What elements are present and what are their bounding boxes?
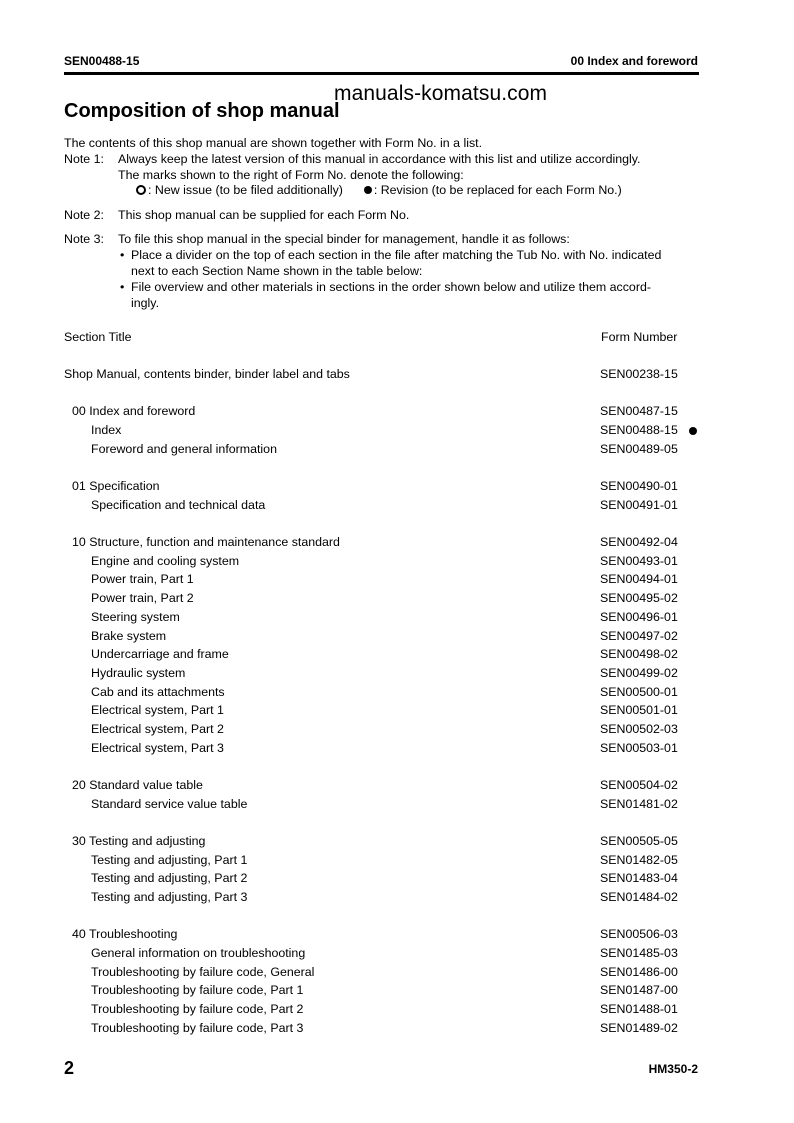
section-title: 00 Index and foreword: [72, 404, 196, 418]
form-number: SEN00494-01: [600, 572, 678, 586]
table-row: [0, 402, 794, 421]
table-row: [0, 739, 794, 758]
section-title: 40 Troubleshooting: [72, 927, 178, 941]
form-number: SEN00488-15: [600, 423, 678, 437]
marks-legend: [136, 181, 622, 200]
form-number: SEN00493-01: [600, 554, 678, 568]
open-circle-icon: [136, 185, 146, 195]
bullet-2-line2: ingly.: [131, 296, 160, 310]
section-title: Hydraulic system: [91, 666, 186, 680]
section-title: Specification and technical data: [91, 498, 266, 512]
header-rule: [64, 72, 699, 75]
bullet-1-line1: Place a divider on the top of each section in the file after matching the Tub No. with No. indicated: [131, 248, 662, 262]
bullet-icon: •: [120, 280, 125, 294]
form-number: SEN00489-05: [600, 442, 678, 456]
section-title: Electrical system, Part 1: [91, 703, 224, 717]
note3-label: Note 3:: [64, 232, 104, 246]
section-title: Electrical system, Part 3: [91, 741, 224, 755]
table-row: [0, 421, 794, 440]
table-row: [0, 776, 794, 795]
form-number: SEN00490-01: [600, 479, 678, 493]
form-number: SEN00497-02: [600, 629, 678, 643]
table-row: [0, 664, 794, 683]
table-row: [0, 1000, 794, 1019]
section-title: Engine and cooling system: [91, 554, 240, 568]
form-number: SEN00506-03: [600, 927, 678, 941]
form-number: SEN00495-02: [600, 591, 678, 605]
section-title: Power train, Part 2: [91, 591, 194, 605]
table-row: [0, 365, 794, 384]
section-title: General information on troubleshooting: [91, 946, 306, 960]
table-row: [0, 608, 794, 627]
form-number: SEN01483-04: [600, 871, 678, 885]
form-number: SEN01489-02: [600, 1021, 678, 1035]
form-number: SEN01482-05: [600, 853, 678, 867]
table-row: [0, 645, 794, 664]
section-title: Undercarriage and frame: [91, 647, 229, 661]
form-number: SEN00499-02: [600, 666, 678, 680]
form-number: SEN00498-02: [600, 647, 678, 661]
section-title: 30 Testing and adjusting: [72, 834, 206, 848]
form-number: SEN00496-01: [600, 610, 678, 624]
form-number: SEN00505-05: [600, 834, 678, 848]
column-header-section-title: Section Title: [64, 330, 132, 344]
table-row: [0, 1019, 794, 1038]
table-row: [0, 627, 794, 646]
section-title: 10 Structure, function and maintenance standard: [72, 535, 340, 549]
section-title: Power train, Part 1: [91, 572, 194, 586]
section-title: Troubleshooting by failure code, Part 1: [91, 983, 304, 997]
table-row: [0, 683, 794, 702]
table-row: [0, 720, 794, 739]
form-number: SEN00500-01: [600, 685, 678, 699]
form-number: SEN00502-03: [600, 722, 678, 736]
mark-new-label: : New issue (to be filed additionally): [148, 183, 343, 197]
section-title: Index: [91, 423, 122, 437]
note1-label: Note 1:: [64, 152, 104, 166]
mark-revision-label: : Revision (to be replaced for each Form No.): [373, 183, 622, 197]
bullet-2-line1: File overview and other materials in sections in the order shown below and utilize them accord-: [131, 280, 651, 294]
section-title: Shop Manual, contents binder, binder label and tabs: [64, 367, 350, 381]
section-title: Foreword and general information: [91, 442, 277, 456]
table-row: [0, 795, 794, 814]
section-title: Cab and its attachments: [91, 685, 225, 699]
form-number: SEN01484-02: [600, 890, 678, 904]
section-title: Steering system: [91, 610, 180, 624]
watermark: manuals-komatsu.com: [334, 82, 548, 105]
table-row: [0, 832, 794, 851]
form-number: SEN00501-01: [600, 703, 678, 717]
table-row: [0, 570, 794, 589]
filled-circle-icon: [364, 186, 372, 194]
note1-line2: The marks shown to the right of Form No. denote the following:: [118, 168, 464, 182]
page-number: 2: [64, 1058, 75, 1078]
intro-text: The contents of this shop manual are shown together with Form No. in a list.: [64, 136, 483, 150]
form-number: SEN00238-15: [600, 367, 678, 381]
section-title: 20 Standard value table: [72, 778, 203, 792]
form-number: SEN00487-15: [600, 404, 678, 418]
form-number: SEN01487-00: [600, 983, 678, 997]
form-number: SEN00504-02: [600, 778, 678, 792]
section-title: Electrical system, Part 2: [91, 722, 224, 736]
table-row: [0, 888, 794, 907]
form-number: SEN00491-01: [600, 498, 678, 512]
page-title: Composition of shop manual: [64, 100, 340, 122]
section-title: 01 Specification: [72, 479, 160, 493]
form-number: SEN01488-01: [600, 1002, 678, 1016]
note1-line1: Always keep the latest version of this manual in accordance with this list and utilize accordingly.: [118, 152, 641, 166]
section-title: Testing and adjusting, Part 2: [91, 871, 248, 885]
form-number: SEN01481-02: [600, 797, 678, 811]
header-doc-number: SEN00488-15: [64, 54, 140, 68]
table-row: [0, 869, 794, 888]
form-number: SEN00503-01: [600, 741, 678, 755]
note3-text: To file this shop manual in the special binder for management, handle it as follows:: [118, 232, 570, 246]
bullet-1-line2: next to each Section Name shown in the table below:: [131, 264, 423, 278]
section-title: Standard service value table: [91, 797, 248, 811]
form-number: SEN01485-03: [600, 946, 678, 960]
table-row: [0, 925, 794, 944]
section-title: Testing and adjusting, Part 3: [91, 890, 248, 904]
section-title: Troubleshooting by failure code, Part 2: [91, 1002, 304, 1016]
table-row: [0, 477, 794, 496]
table-row: [0, 701, 794, 720]
section-title: Troubleshooting by failure code, General: [91, 965, 315, 979]
revision-mark-icon: [689, 427, 697, 435]
column-header-form-number: Form Number: [601, 330, 678, 344]
header-section: 00 Index and foreword: [570, 54, 698, 68]
table-row: [0, 589, 794, 608]
note2-text: This shop manual can be supplied for each Form No.: [118, 208, 410, 222]
table-row: [0, 851, 794, 870]
table-row: [0, 533, 794, 552]
table-row: [0, 496, 794, 515]
form-number: SEN01486-00: [600, 965, 678, 979]
section-title: Testing and adjusting, Part 1: [91, 853, 248, 867]
bullet-icon: •: [120, 248, 125, 262]
table-row: [0, 440, 794, 459]
table-row: [0, 944, 794, 963]
table-row: [0, 981, 794, 1000]
table-row: [0, 552, 794, 571]
form-number: SEN00492-04: [600, 535, 678, 549]
section-title: Brake system: [91, 629, 167, 643]
footer-model: HM350-2: [648, 1062, 698, 1076]
section-title: Troubleshooting by failure code, Part 3: [91, 1021, 304, 1035]
table-row: [0, 963, 794, 982]
note2-label: Note 2:: [64, 208, 104, 222]
